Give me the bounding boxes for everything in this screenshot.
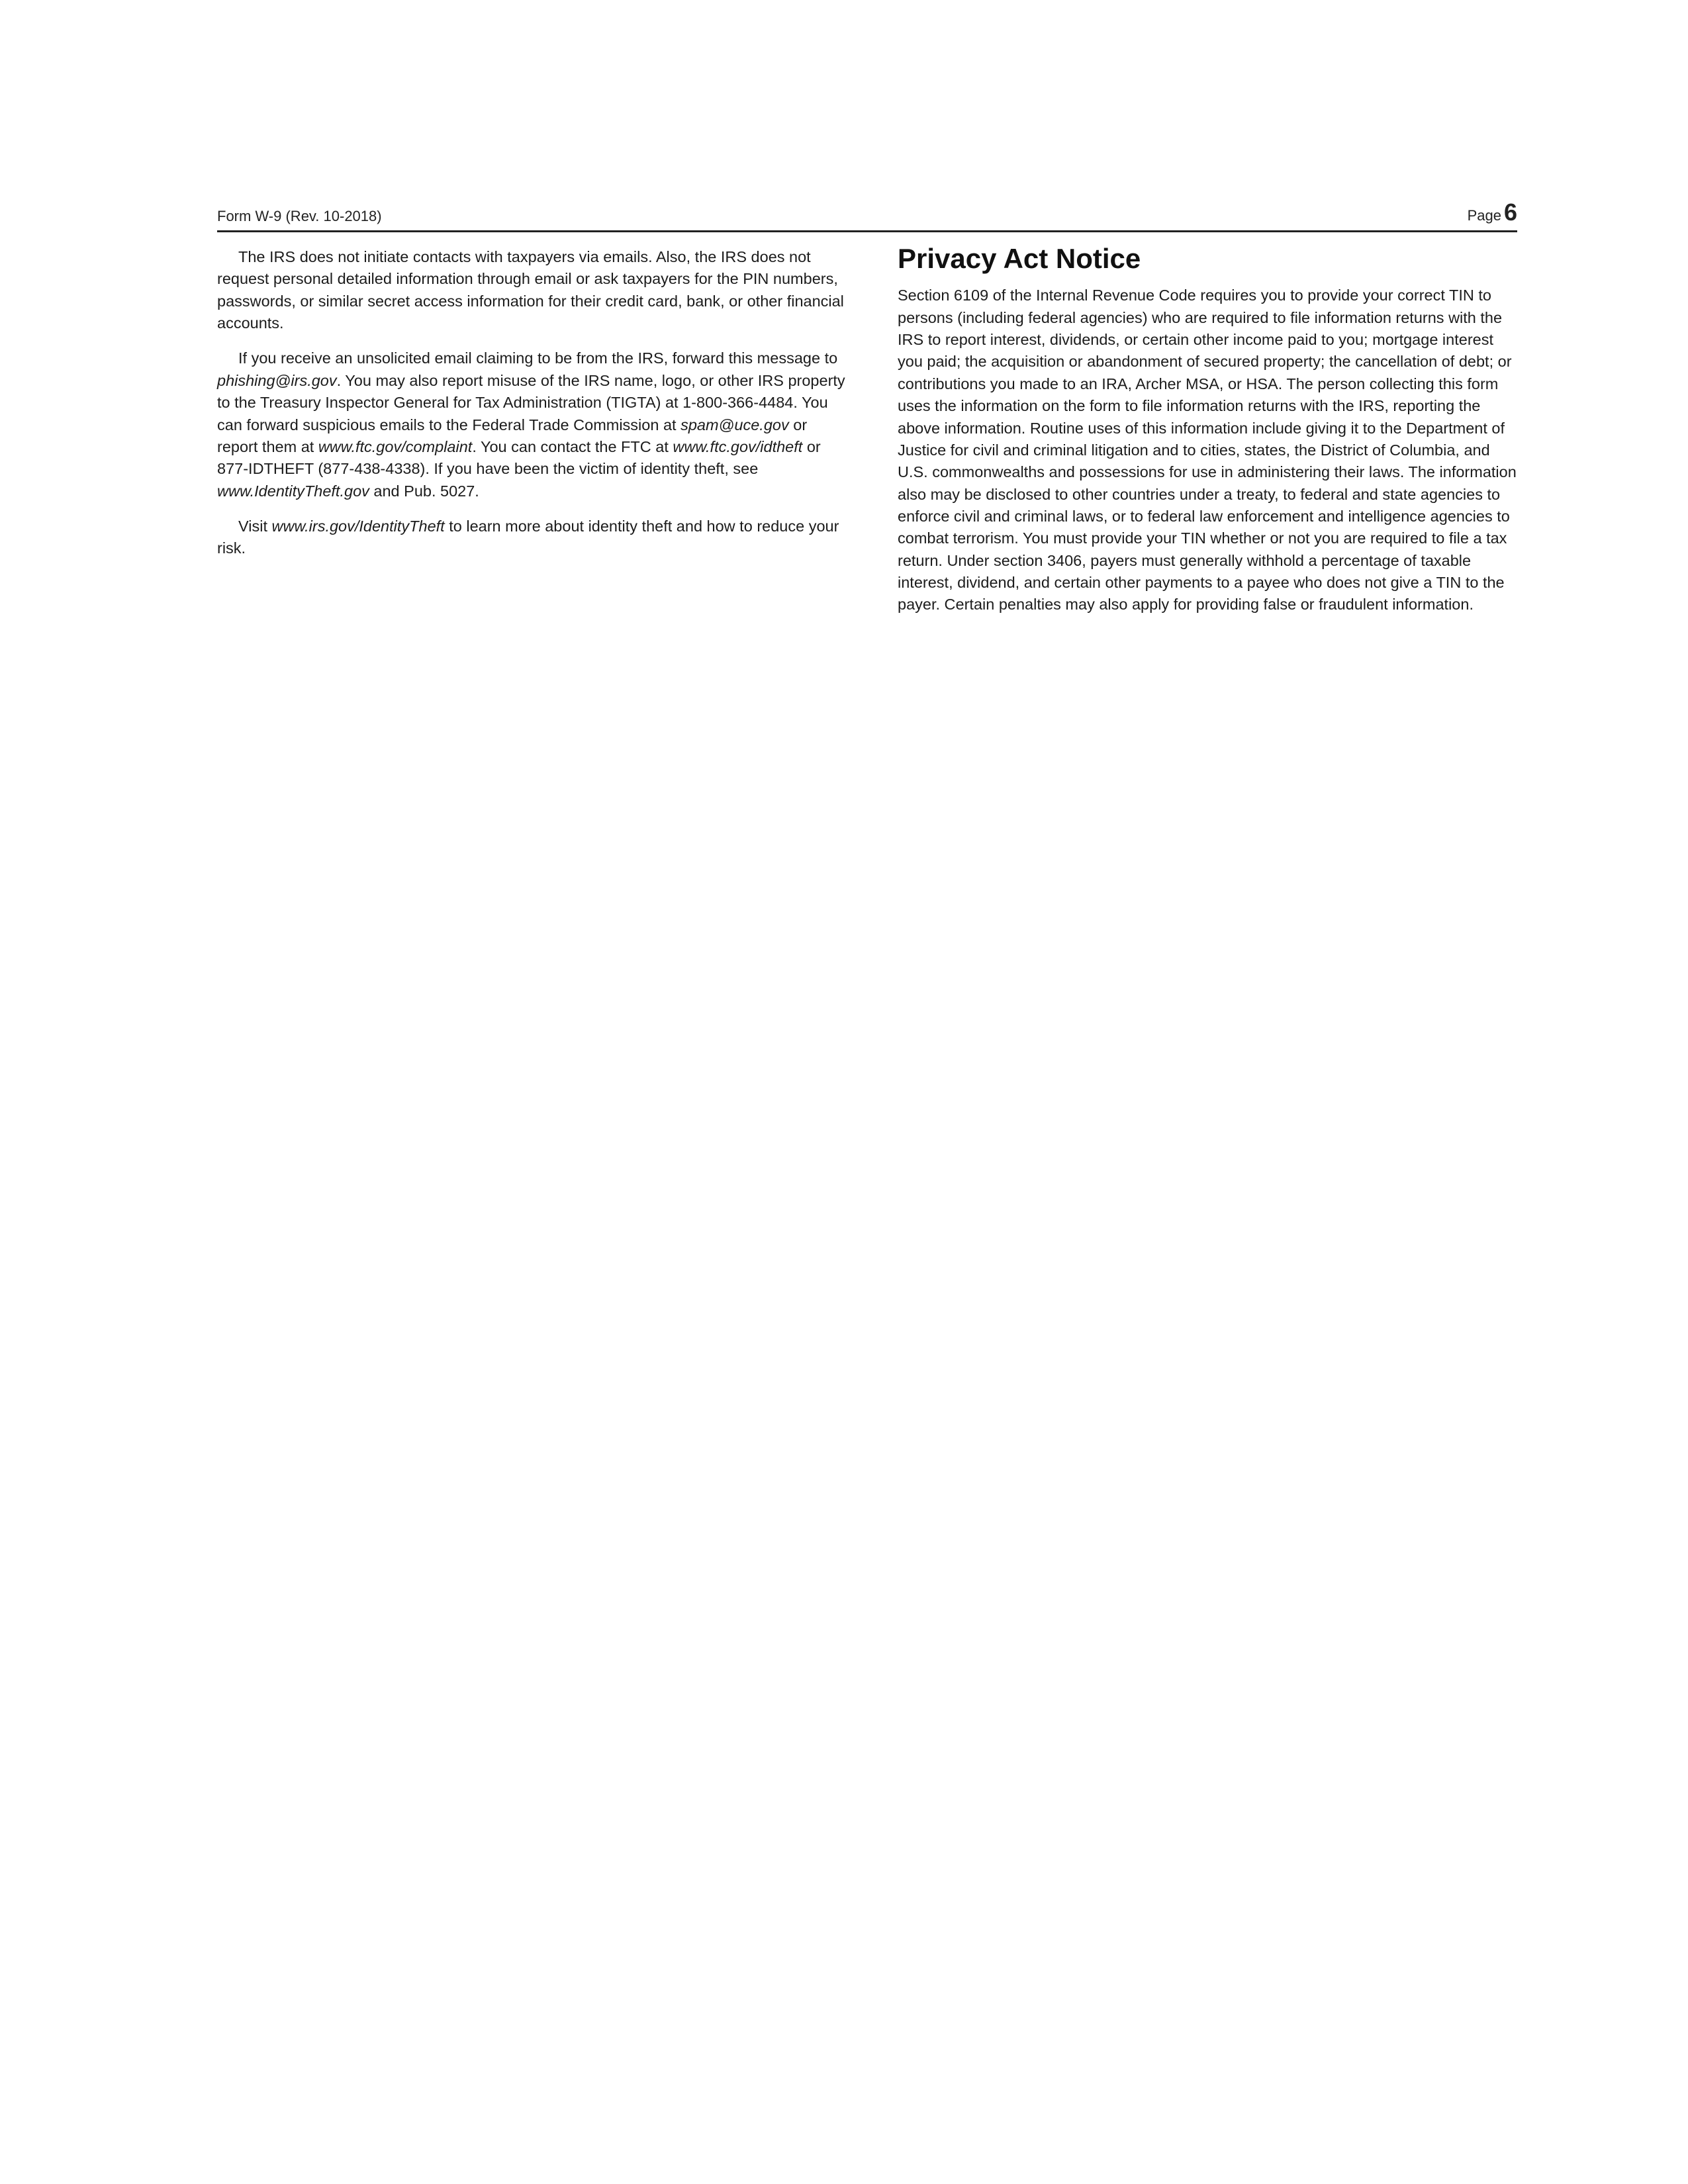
left-column (217, 246, 847, 573)
right-column (898, 243, 1517, 616)
privacy-act-body: Section 6109 of the Internal Revenue Code requires you to provide your correct TIN to persons (including federal agencies) who are required to file information returns with the IRS to report interest, dividends, or certain other income paid to you; mortgage interest you paid; the acquisition or abandonment of secured property; the cancellation of debt; or contributions you made to an IRA, Archer MSA, or HSA. The person collecting this form uses the information on the form to file information returns with the IRS, reporting the above information. Routine uses of this information include giving it to the Department of Justice for civil and criminal litigation and to cities, states, the District of Columbia, and U.S. commonwealths and possessions for use in administering their laws. The information also may be disclosed to other countries under a treaty, to federal and state agencies to enforce civil and criminal laws, or to federal law enforcement and intelligence agencies to combat terrorism. You must provide your TIN whether or not you are required to file a tax return. Under section 3406, payers must generally withhold a percentage of taxable interest, dividend, and certain other payments to a payee who does not give a TIN to the payer. Certain penalties may also apply for providing false or fraudulent information. (898, 287, 1517, 614)
paragraph-text: Visit (238, 517, 272, 535)
report-phishing-paragraph (217, 347, 847, 502)
ftc-idtheft-link[interactable]: www.ftc.gov/idtheft (673, 437, 803, 455)
paragraph-text: or report them at (217, 416, 808, 455)
running-header (217, 196, 1517, 232)
irs-identitytheft-link[interactable]: www.irs.gov/IdentityTheft (271, 517, 445, 535)
irs-contact-paragraph: The IRS does not initiate contacts with taxpayers via emails. Also, the IRS does not request personal detailed information through email or ask taxpayers for the PIN numbers, passwords, or similar secret access information for their credit card, bank, or other financial accounts. (217, 248, 844, 332)
paragraph-text: If you receive an unsolicited email claiming to be from the IRS, forward this message to (238, 349, 838, 367)
paragraph-text: to learn more about identity theft and how to reduce your risk. (217, 517, 839, 557)
paragraph-text: or 877-IDTHEFT (877-438-4338). If you have been the victim of identity theft, see (217, 437, 821, 478)
page-indicator (1468, 199, 1517, 226)
page-word: Page (1467, 207, 1501, 224)
phishing-email-link[interactable]: phishing@irs.gov (217, 371, 337, 389)
spam-email-link[interactable]: spam@uce.gov (680, 416, 789, 433)
paragraph-text: . You may also report misuse of the IRS name, logo, or other IRS property to the Treasury Inspector General for Tax Administration (TIGTA) at 1-800-366-4484. You can forward suspicious emails to the Federal Trade Commission at (217, 371, 845, 433)
form-identifier: Form W-9 (Rev. 10-2018) (217, 208, 382, 224)
paragraph-text: . You can contact the FTC at (472, 437, 673, 455)
paragraph-text: and Pub. 5027. (369, 482, 479, 500)
privacy-act-heading: Privacy Act Notice (898, 243, 1141, 274)
identity-theft-info-paragraph (217, 516, 847, 560)
page-number: 6 (1503, 199, 1517, 226)
identitytheft-gov-link[interactable]: www.IdentityTheft.gov (217, 482, 369, 500)
ftc-complaint-link[interactable]: www.ftc.gov/complaint (318, 437, 473, 455)
